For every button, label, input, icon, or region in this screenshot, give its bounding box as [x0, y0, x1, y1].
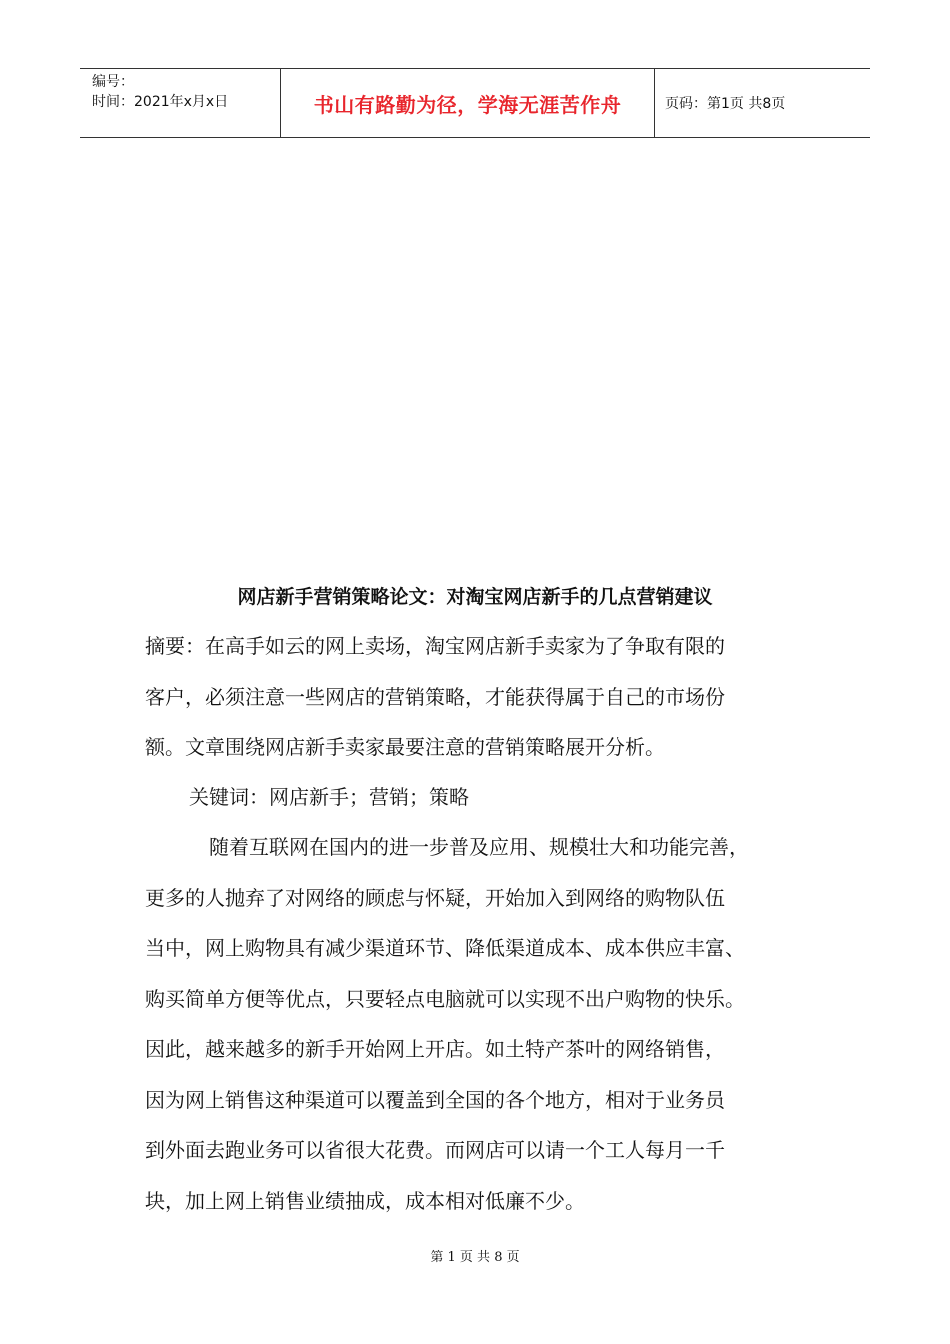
abstract-line: 客户，必须注意一些网店的营销策略，才能获得属于自己的市场份 — [145, 684, 725, 709]
page-header — [80, 68, 870, 138]
date-label: 时间：2021年x月x日 — [92, 94, 229, 110]
abstract-line: 摘要：在高手如云的网上卖场，淘宝网店新手卖家为了争取有限的 — [145, 634, 725, 658]
abstract — [145, 621, 810, 773]
document-title: 网店新手营销策略论文：对淘宝网店新手的几点营销建议 — [237, 586, 713, 608]
header-page-info: 页码：第1页 共8页 — [665, 96, 786, 112]
body-paragraph — [145, 822, 810, 1226]
abstract-line: 额。文章围绕网店新手卖家最要注意的营销策略展开分析。 — [145, 735, 665, 759]
paragraph-line: 因为网上销售这种渠道可以覆盖到全国的各个地方，相对于业务员 — [145, 1087, 725, 1112]
paragraph-line: 随着互联网在国内的进一步普及应用、规模壮大和功能完善， — [209, 835, 749, 859]
header-motto-cell — [281, 69, 655, 137]
paragraph-line: 到外面去跑业务可以省很大花费。而网店可以请一个工人每月一千 — [145, 1138, 725, 1162]
motto-text: 书山有路勤为径，学海无涯苦作舟 — [313, 92, 622, 117]
keywords — [145, 772, 810, 823]
paragraph-line: 购买简单方便等优点，只要轻点电脑就可以实现不出户购物的快乐。 — [145, 986, 745, 1011]
paragraph-line: 因此，越来越多的新手开始网上开店。如土特产茶叶的网络销售， — [145, 1037, 725, 1061]
keywords-line: 关键词：网店新手；营销；策略 — [189, 785, 469, 809]
paragraph-line: 更多的人抛弃了对网络的顾虑与怀疑，开始加入到网络的购物队伍 — [145, 885, 725, 910]
paragraph-line: 块，加上网上销售业绩抽成，成本相对低廉不少。 — [145, 1188, 585, 1213]
number-label: 编号： — [92, 74, 134, 90]
page-footer: 第 1 页 共 8 页 — [430, 1250, 520, 1265]
paragraph-line: 当中，网上购物具有减少渠道环节、降低渠道成本、成本供应丰富、 — [145, 936, 745, 960]
header-page-cell — [655, 69, 870, 137]
header-meta — [80, 69, 281, 137]
